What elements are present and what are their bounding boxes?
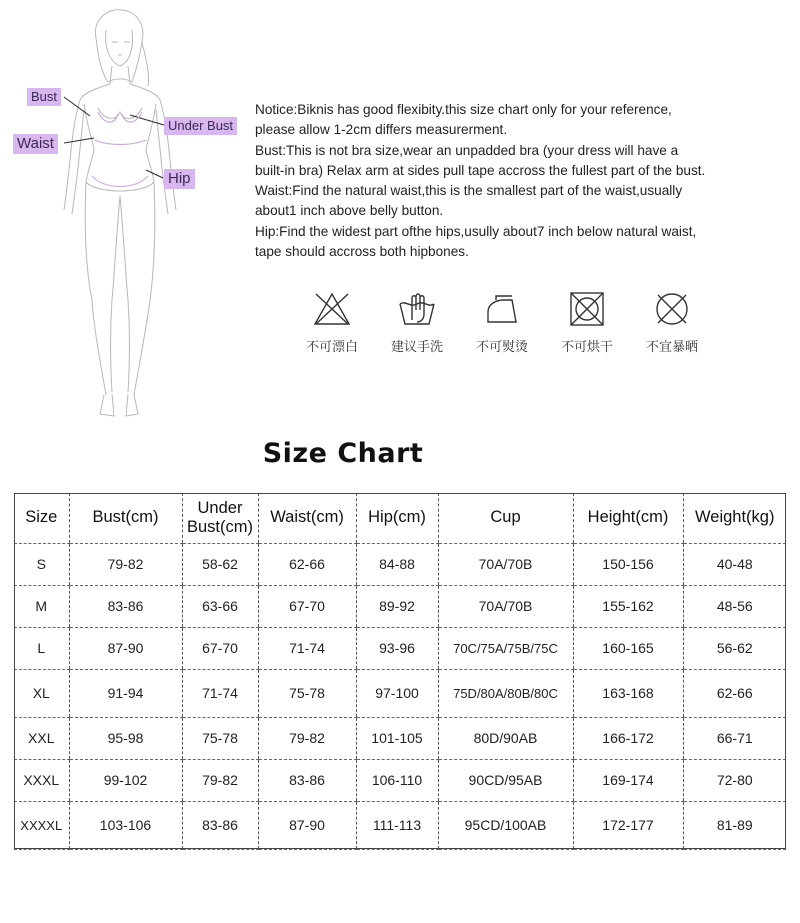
cell-hip: 101-105 bbox=[356, 717, 438, 759]
cell-cup: 70A/70B bbox=[438, 543, 573, 585]
cell-cup: 70A/70B bbox=[438, 585, 573, 627]
no-tumble-dry-icon bbox=[567, 290, 607, 328]
cell-weight: 48-56 bbox=[683, 585, 786, 627]
header-under-bust-line2: Bust(cm) bbox=[187, 517, 253, 536]
header-size: Size bbox=[14, 493, 69, 543]
notice-line: Waist:Find the natural waist,this is the smallest part of the waist,usually bbox=[255, 183, 683, 199]
table-row bbox=[14, 759, 786, 801]
care-label: 不宜暴晒 bbox=[645, 340, 698, 355]
tag-waist: Waist bbox=[13, 134, 58, 154]
table-header-row bbox=[14, 493, 786, 543]
cell-bust: 79-82 bbox=[69, 543, 182, 585]
cell-bust: 99-102 bbox=[69, 759, 182, 801]
no-sun-icon bbox=[652, 290, 692, 328]
cell-height: 172-177 bbox=[573, 801, 683, 849]
cell-waist: 87-90 bbox=[258, 801, 356, 849]
notice-line: about1 inch above belly button. bbox=[255, 203, 444, 219]
header-bust: Bust(cm) bbox=[69, 493, 182, 543]
care-label: 不可烘干 bbox=[560, 340, 613, 355]
cell-cup: 90CD/95AB bbox=[438, 759, 573, 801]
table-row bbox=[14, 585, 786, 627]
cell-bust: 91-94 bbox=[69, 669, 182, 717]
cell-hip: 111-113 bbox=[356, 801, 438, 849]
cell-cup: 80D/90AB bbox=[438, 717, 573, 759]
header-waist: Waist(cm) bbox=[258, 493, 356, 543]
cell-under-bust: 63-66 bbox=[182, 585, 258, 627]
cell-cup: 75D/80A/80B/80C bbox=[438, 669, 573, 717]
table-row bbox=[14, 669, 786, 717]
cell-bust: 87-90 bbox=[69, 627, 182, 669]
cell-size: XXXXL bbox=[14, 801, 69, 849]
care-label: 不可熨烫 bbox=[475, 340, 528, 355]
notice-line: Hip:Find the widest part ofthe hips,usully about7 inch below natural waist, bbox=[255, 223, 697, 239]
cell-size: S bbox=[14, 543, 69, 585]
cell-hip: 97-100 bbox=[356, 669, 438, 717]
cell-under-bust: 58-62 bbox=[182, 543, 258, 585]
header-under-bust-line1: Under bbox=[197, 498, 243, 517]
no-iron-icon bbox=[482, 290, 522, 328]
care-item-no-bleach bbox=[292, 290, 372, 355]
table-row bbox=[14, 627, 786, 669]
cell-cup: 95CD/100AB bbox=[438, 801, 573, 849]
cell-height: 160-165 bbox=[573, 627, 683, 669]
no-bleach-icon bbox=[312, 290, 352, 328]
header-weight: Weight(kg) bbox=[683, 493, 786, 543]
cell-bust: 103-106 bbox=[69, 801, 182, 849]
cell-weight: 62-66 bbox=[683, 669, 786, 717]
care-label: 不可漂白 bbox=[305, 340, 358, 355]
cell-height: 150-156 bbox=[573, 543, 683, 585]
size-chart-title: Size Chart bbox=[262, 438, 424, 469]
cell-under-bust: 71-74 bbox=[182, 669, 258, 717]
cell-cup: 70C/75A/75B/75C bbox=[438, 627, 573, 669]
table-row bbox=[14, 717, 786, 759]
table-row bbox=[14, 801, 786, 849]
cell-hip: 84-88 bbox=[356, 543, 438, 585]
fashion-figure-illustration bbox=[0, 0, 250, 430]
care-label: 建议手洗 bbox=[390, 340, 443, 355]
notice-line: Notice:Biknis has good flexibity.this size chart only for your reference, bbox=[255, 102, 672, 117]
header-hip: Hip(cm) bbox=[356, 493, 438, 543]
table-row bbox=[14, 543, 786, 585]
cell-waist: 71-74 bbox=[258, 627, 356, 669]
figure-sketch bbox=[0, 0, 250, 430]
cell-weight: 81-89 bbox=[683, 801, 786, 849]
cell-height: 163-168 bbox=[573, 669, 683, 717]
cell-under-bust: 83-86 bbox=[182, 801, 258, 849]
cell-under-bust: 67-70 bbox=[182, 627, 258, 669]
cell-size: L bbox=[14, 627, 69, 669]
cell-under-bust: 75-78 bbox=[182, 717, 258, 759]
care-item-hand-wash bbox=[377, 290, 457, 355]
notice-text bbox=[255, 100, 800, 262]
cell-bust: 83-86 bbox=[69, 585, 182, 627]
cell-weight: 40-48 bbox=[683, 543, 786, 585]
header-cup: Cup bbox=[438, 493, 573, 543]
tag-bust: Bust bbox=[27, 88, 61, 106]
cell-height: 155-162 bbox=[573, 585, 683, 627]
cell-waist: 75-78 bbox=[258, 669, 356, 717]
cell-waist: 83-86 bbox=[258, 759, 356, 801]
notice-line: Bust:This is not bra size,wear an unpadded bra (your dress will have a bbox=[255, 142, 679, 158]
cell-bust: 95-98 bbox=[69, 717, 182, 759]
care-item-no-iron bbox=[462, 290, 542, 355]
tag-hip: Hip bbox=[164, 169, 195, 189]
cell-under-bust: 79-82 bbox=[182, 759, 258, 801]
tag-under-bust: Under Bust bbox=[164, 117, 237, 135]
care-item-no-tumble-dry bbox=[547, 290, 627, 355]
cell-waist: 62-66 bbox=[258, 543, 356, 585]
cell-size: XL bbox=[14, 669, 69, 717]
size-table bbox=[14, 493, 786, 850]
cell-size: XXXL bbox=[14, 759, 69, 801]
cell-weight: 72-80 bbox=[683, 759, 786, 801]
cell-height: 169-174 bbox=[573, 759, 683, 801]
notice-line: tape should accross both hipbones. bbox=[255, 244, 469, 260]
cell-weight: 66-71 bbox=[683, 717, 786, 759]
cell-weight: 56-62 bbox=[683, 627, 786, 669]
header-under-bust bbox=[182, 493, 258, 543]
cell-waist: 79-82 bbox=[258, 717, 356, 759]
hand-wash-icon bbox=[397, 290, 437, 328]
cell-hip: 93-96 bbox=[356, 627, 438, 669]
cell-waist: 67-70 bbox=[258, 585, 356, 627]
header-height: Height(cm) bbox=[573, 493, 683, 543]
notice-line: please allow 1-2cm differs measurerment. bbox=[255, 122, 508, 138]
cell-hip: 89-92 bbox=[356, 585, 438, 627]
cell-size: M bbox=[14, 585, 69, 627]
care-item-no-sun bbox=[632, 290, 712, 355]
cell-height: 166-172 bbox=[573, 717, 683, 759]
notice-line: built-in bra) Relax arm at sides pull tape accross the fullest part of the bust. bbox=[255, 162, 706, 178]
cell-size: XXL bbox=[14, 717, 69, 759]
cell-hip: 106-110 bbox=[356, 759, 438, 801]
